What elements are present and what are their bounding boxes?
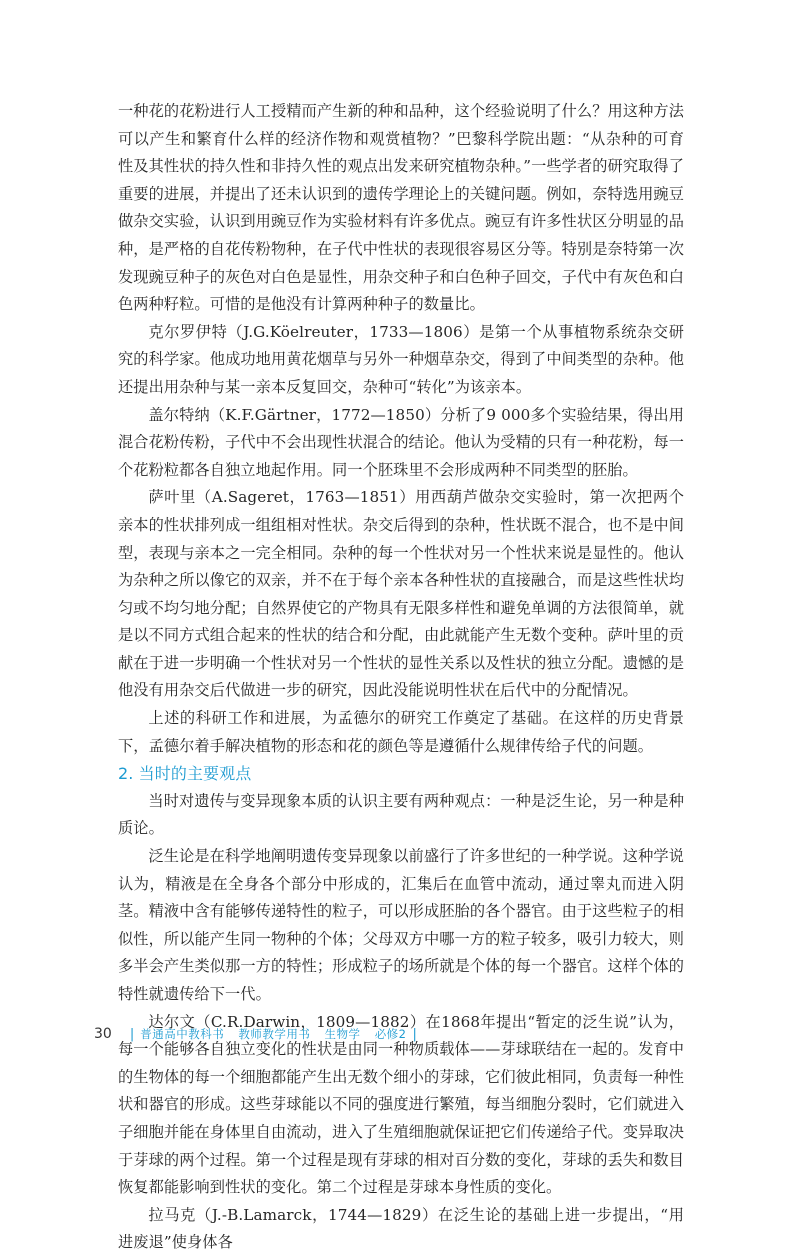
footer-subject: 生物学 (324, 1027, 361, 1041)
paragraph-lamarck: 拉马克（J.-B.Lamarck，1744—1829）在泛生论的基础上进一步提出，“用进废退”使身体各 (118, 1205, 684, 1252)
paragraph-sageret: 萨叶里（A.Sageret，1763—1851）用西葫芦做杂交实验时，第一次把两个亲本的性状排列成一组组相对性状。杂交后得到的杂种，性状既不混合，也不是中间型，表现与亲本之一完全相同。杂种的每一个性状对另一个性状来说是显性的。他认为杂种之所以像它的双亲，并不在于每个亲本各种性状的直接融合，而是这些性状均匀或不均匀地分配；自然界使它的产物具有无限多样性和避免单调的方法很简单，就是以不同方式组合起来的性状的结合和分配，由此就能产生无数个变种。萨叶里的贡献在于进一步明确一个性状对另一个性状的显性关系以及性状的独立分配。遗憾的是他没有用杂交后代做进一步的研究，因此没能说明性状在后代中的分配情况。 (118, 488, 684, 700)
paragraph-summary: 上述的科研工作和进展，为孟德尔的研究工作奠定了基础。在这样的历史背景下，孟德尔着手解决植物的形态和花的颜色等是遵循什么规律传给子代的问题。 (118, 709, 684, 755)
paragraph-darwin: 达尔文（C.R.Darwin，1809—1882）在1868年提出“暂定的泛生说”认为，每一个能够各自独立变化的性状是由同一种物质载体——芽球联结在一起的。发育中的生物体的每一个细胞都能产生出无数个细小的芽球，它们彼此相同，负责每一种性状和器官的形成。这些芽球能以不同的强度进行繁殖，每当细胞分裂时，它们就进入子细胞并能在身体里自由流动，进入了生殖细胞就保证把它们传递给子代。变异取决于芽球的两个过程。第一个过程是现有芽球的相对百分数的变化，芽球的丢失和数目恢复都能影响到性状的变化。第二个过程是芽球本身性质的变化。 (118, 1012, 684, 1197)
paragraph-pangenesis: 泛生论是在科学地阐明遗传变异现象以前盛行了许多世纪的一种学说。这种学说认为，精液是在全身各个部分中形成的，汇集后在血管中流动，通过睾丸而进入阴茎。精液中含有能够传递特性的粒子，可以形成胚胎的各个器官。由于这些粒子的相似性，所以能产生同一物种的个体；父母双方中哪一方的粒子较多，吸引力较大，则多半会产生类似那一方的特性；形成粒子的场所就是个体的每一个器官。这样个体的特性就遗传给下一代。 (118, 847, 684, 1003)
page-number: 30 (94, 1026, 112, 1042)
footer-book-type: 教师教学用书 (238, 1027, 311, 1041)
footer-book-title (140, 1026, 406, 1042)
paragraph-two-views: 当时对遗传与变异现象本质的认识主要有两种观点：一种是泛生论，另一种是种质论。 (118, 791, 684, 838)
footer-book-series: 普通高中教科书 (140, 1027, 225, 1041)
footer-separator-left: | (129, 1026, 135, 1042)
footer-volume: 必修2 (374, 1027, 407, 1041)
section-heading: 2. 当时的主要观点 (118, 764, 252, 784)
body-text (118, 98, 684, 1257)
paragraph-gaertner: 盖尔特纳（K.F.Gärtner，1772—1850）分析了9 000多个实验结果，得出用混合花粉传粉，子代中不会出现性状混合的结论。他认为受精的只有一种花粉，每一个花粉粒都各自独立地起作用。同一个胚珠里不会形成两种不同类型的胚胎。 (118, 405, 684, 479)
paragraph-continued: 一种花的花粉进行人工授精而产生新的种和品种，这个经验说明了什么？用这种方法可以产生和繁育什么样的经济作物和观赏植物？”巴黎科学院出题：“从杂种的可育性及其性状的持久性和非持久性的观点出发来研究植物杂种。”一些学者的研究取得了重要的进展，并提出了还未认识到的遗传学理论上的关键问题。例如，奈特选用豌豆做杂交实验，认识到用豌豆作为实验材料有许多优点。豌豆有许多性状区分明显的品种，是严格的自花传粉物种，在子代中性状的表现很容易区分等。特别是奈特第一次发现豌豆种子的灰色对白色是显性，用杂交种子和白色种子回交，子代中有灰色和白色两种籽粒。可惜的是他没有计算两种种子的数量比。 (118, 102, 684, 314)
page-footer (94, 1024, 423, 1044)
paragraph-koelreuter: 克尔罗伊特（J.G.Köelreuter，1733—1806）是第一个从事植物系统杂交研究的科学家。他成功地用黄花烟草与另外一种烟草杂交，得到了中间类型的杂种。他还提出用杂种与某一亲本反复回交，杂种可“转化”为该亲本。 (118, 322, 684, 396)
footer-separator-right: | (412, 1026, 417, 1042)
